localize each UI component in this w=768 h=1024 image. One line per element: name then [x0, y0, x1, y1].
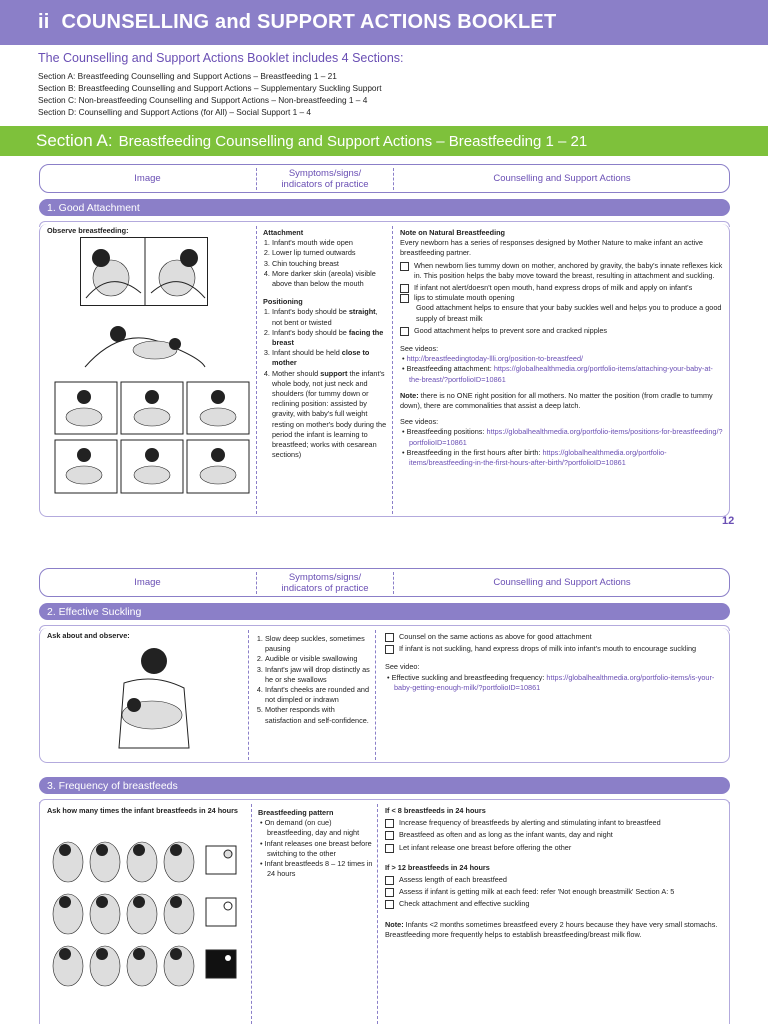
- checkbox[interactable]: [400, 284, 409, 293]
- table-header: [39, 164, 730, 193]
- header-image: Image: [134, 173, 161, 184]
- suckling-symptoms: 1. Slow deep suckles, sometimes pausing 2. Audible or visible swallowing 3. Infant's jaw will drop distinctly as he or she swallows 4. Infant's cheeks are rounded and not dimpled or indrawn 5. Mother responds with satisfaction and self-confidence.: [256, 634, 372, 726]
- suckling-illustration: [104, 643, 204, 753]
- observe-label: Observe breastfeeding:: [47, 226, 129, 235]
- reclining-position-illustration: [80, 312, 208, 374]
- intro-line: Section D: Counselling and Support Actions (for All) – Social Support 1 – 4: [38, 107, 312, 117]
- section-banner: [0, 126, 768, 156]
- header-image: Image: [134, 577, 161, 588]
- positions-grid-illustration: [54, 381, 250, 494]
- attachment-closeup-illustration: [80, 237, 208, 306]
- frequency-label: Ask how many times the infant breastfeeds in 24 hours: [47, 806, 238, 815]
- roman-numeral: ii: [38, 11, 50, 33]
- header-actions: Counselling and Support Actions: [493, 173, 631, 184]
- checkbox[interactable]: [400, 327, 409, 336]
- checkbox[interactable]: [385, 876, 394, 885]
- frequency-symptoms: Breastfeeding pattern • On demand (on cue) breastfeeding, day and night • Infant releases one breast before switching to the other • Infant breastfeeds 8 – 12 times in 24 hours: [258, 808, 374, 879]
- checkbox[interactable]: [385, 645, 394, 654]
- header-actions: Counselling and Support Actions: [493, 577, 631, 588]
- video-link[interactable]: http://breastfeedingtoday-llli.org/position-to-breastfeed/: [406, 354, 584, 364]
- intro-heading: The Counselling and Support Actions Booklet includes 4 Sections:: [38, 51, 404, 65]
- booklet-header: [0, 0, 768, 45]
- checkbox[interactable]: [385, 900, 394, 909]
- frequency-illustration: [48, 840, 242, 1020]
- good-attachment-bar: 1. Good Attachment: [39, 199, 730, 216]
- attachment-actions: Note on Natural Breastfeeding Every newborn has a series of responses designed by Mother Nature to make infant an active breastfeeding partner. When newborn lies tummy down on mother, anchored by gravity, the baby's innate reflexes kick in. This position helps the baby move toward the breast, resulting in attachment and suckling. If infant not alert/doesn't open mouth, hand express drops of milk and apply on infant's lips to stimulate mouth opening Good attachment helps to ensure that your baby suckles well and helps you to produce a good supply of breast milk Good attachment helps to prevent sore and cracked nipples See videos: • http://breastfeedingtoday-llli.org/position-to-breastfeed/ • Breastfeeding attachment: https://globalhealthmedia.org/portfolio-items/attaching-your-baby-at-the-breast/?portfolioID=10861 Note: there is no ONE right position for all mothers. No matter the position (from cradle to tummy down), there are commonalities that assist a deep latch. See videos: • Breastfeeding positions: https://globalhealthmedia.org/portfolio-items/positions-for-breastfeeding/?portfolioID=10861 • Breastfeeding in the first hours after birth: https://globalhealthmedia.org/portfolio-items/breastfeeding-in-the-first-hours-after-birth/?portfolioID=10861: [400, 228, 725, 468]
- intro-line: Section C: Non-breastfeeding Counselling and Support Actions – Non-breastfeeding 1 – 4: [38, 95, 368, 105]
- video-link[interactable]: https://globalhealthmedia.org/portfolio-items/breastfeeding-in-the-first-hours-after-birth/?portfolioID=10861: [409, 447, 667, 468]
- frequency-bar: 3. Frequency of breastfeeds: [39, 777, 730, 794]
- header-symptoms: Symptoms/signs/ indicators of practice: [281, 167, 369, 190]
- attachment-symptoms: Attachment 1. Infant's mouth wide open 2. Lower lip turned outwards 3. Chin touching breast 4. More darker skin (areola) visible above than below the mouth Positioning 1. Infant's body should be straight, not bent or twisted 2. Infant's body should be facing the breast 3. Infant should be held close to mother 4. Mother should support the infant's whole body, not just neck and shoulders (for tummy down or reclining position: assisted by gravity, with baby's full weight resting on mother's body during the period the infant is learning to breastfeed; works with cesarean sections): [263, 228, 388, 460]
- page-number: 12: [722, 515, 735, 527]
- checkbox[interactable]: [400, 294, 409, 303]
- intro-line: Section B: Breastfeeding Counselling and Support Actions – Supplementary Suckling Support: [38, 83, 382, 93]
- section-title: Breastfeeding Counselling and Support Actions – Breastfeeding 1 – 21: [118, 132, 588, 150]
- table-header: [39, 568, 730, 597]
- checkbox[interactable]: [385, 831, 394, 840]
- checkbox[interactable]: [400, 262, 409, 271]
- frequency-actions: If < 8 breastfeeds in 24 hours Increase frequency of breastfeeds by alerting and stimulating infant to breastfeed Breastfeed as often and as long as the infant wants, day and night Let infant release one breast before offering the other If > 12 breastfeeds in 24 hours Assess length of each breastfeed Assess if infant is getting milk at each feed: refer 'Not enough breastmilk' Section A: 5 Check attachment and effective suckling Note: Infants <2 months sometimes breastfeed every 2 hours because they have very small stomachs. Breastfeeding more frequently helps to establish breastfeeding/breast milk flow.: [385, 806, 718, 939]
- intro: [38, 51, 738, 118]
- video-link[interactable]: https://globalhealthmedia.org/portfolio-items/attaching-your-baby-at-the-breast/?portfolioID=10861: [409, 364, 713, 384]
- video-link[interactable]: https://globalhealthmedia.org/portfolio-items/positions-for-breastfeeding/?portfolioID=10861: [409, 427, 723, 447]
- intro-line: Section A: Breastfeeding Counselling and Support Actions – Breastfeeding 1 – 21: [38, 71, 337, 81]
- video-link[interactable]: https://globalhealthmedia.org/portfolio-items/is-your-baby-getting-enough-milk/?portfolioID=10861: [394, 672, 715, 692]
- checkbox[interactable]: [385, 888, 394, 897]
- checkbox[interactable]: [385, 819, 394, 828]
- suckling-actions: Counsel on the same actions as above for good attachment If infant is not suckling, hand express drops of milk into infant's mouth to encourage suckling See video: • Effective suckling and breastfeeding frequency: https://globalhealthmedia.org/portfolio-items/is-your-baby-getting-enough-milk/?portfolioID=10861: [385, 632, 725, 693]
- checkbox[interactable]: [385, 633, 394, 642]
- ask-observe-label: Ask about and observe:: [47, 631, 130, 640]
- booklet-title: COUNSELLING and SUPPORT ACTIONS BOOKLET: [61, 11, 557, 33]
- header-symptoms: Symptoms/signs/ indicators of practice: [281, 571, 369, 594]
- effective-suckling-bar: 2. Effective Suckling: [39, 603, 730, 620]
- section-label: Section A:: [36, 131, 113, 150]
- checkbox[interactable]: [385, 844, 394, 853]
